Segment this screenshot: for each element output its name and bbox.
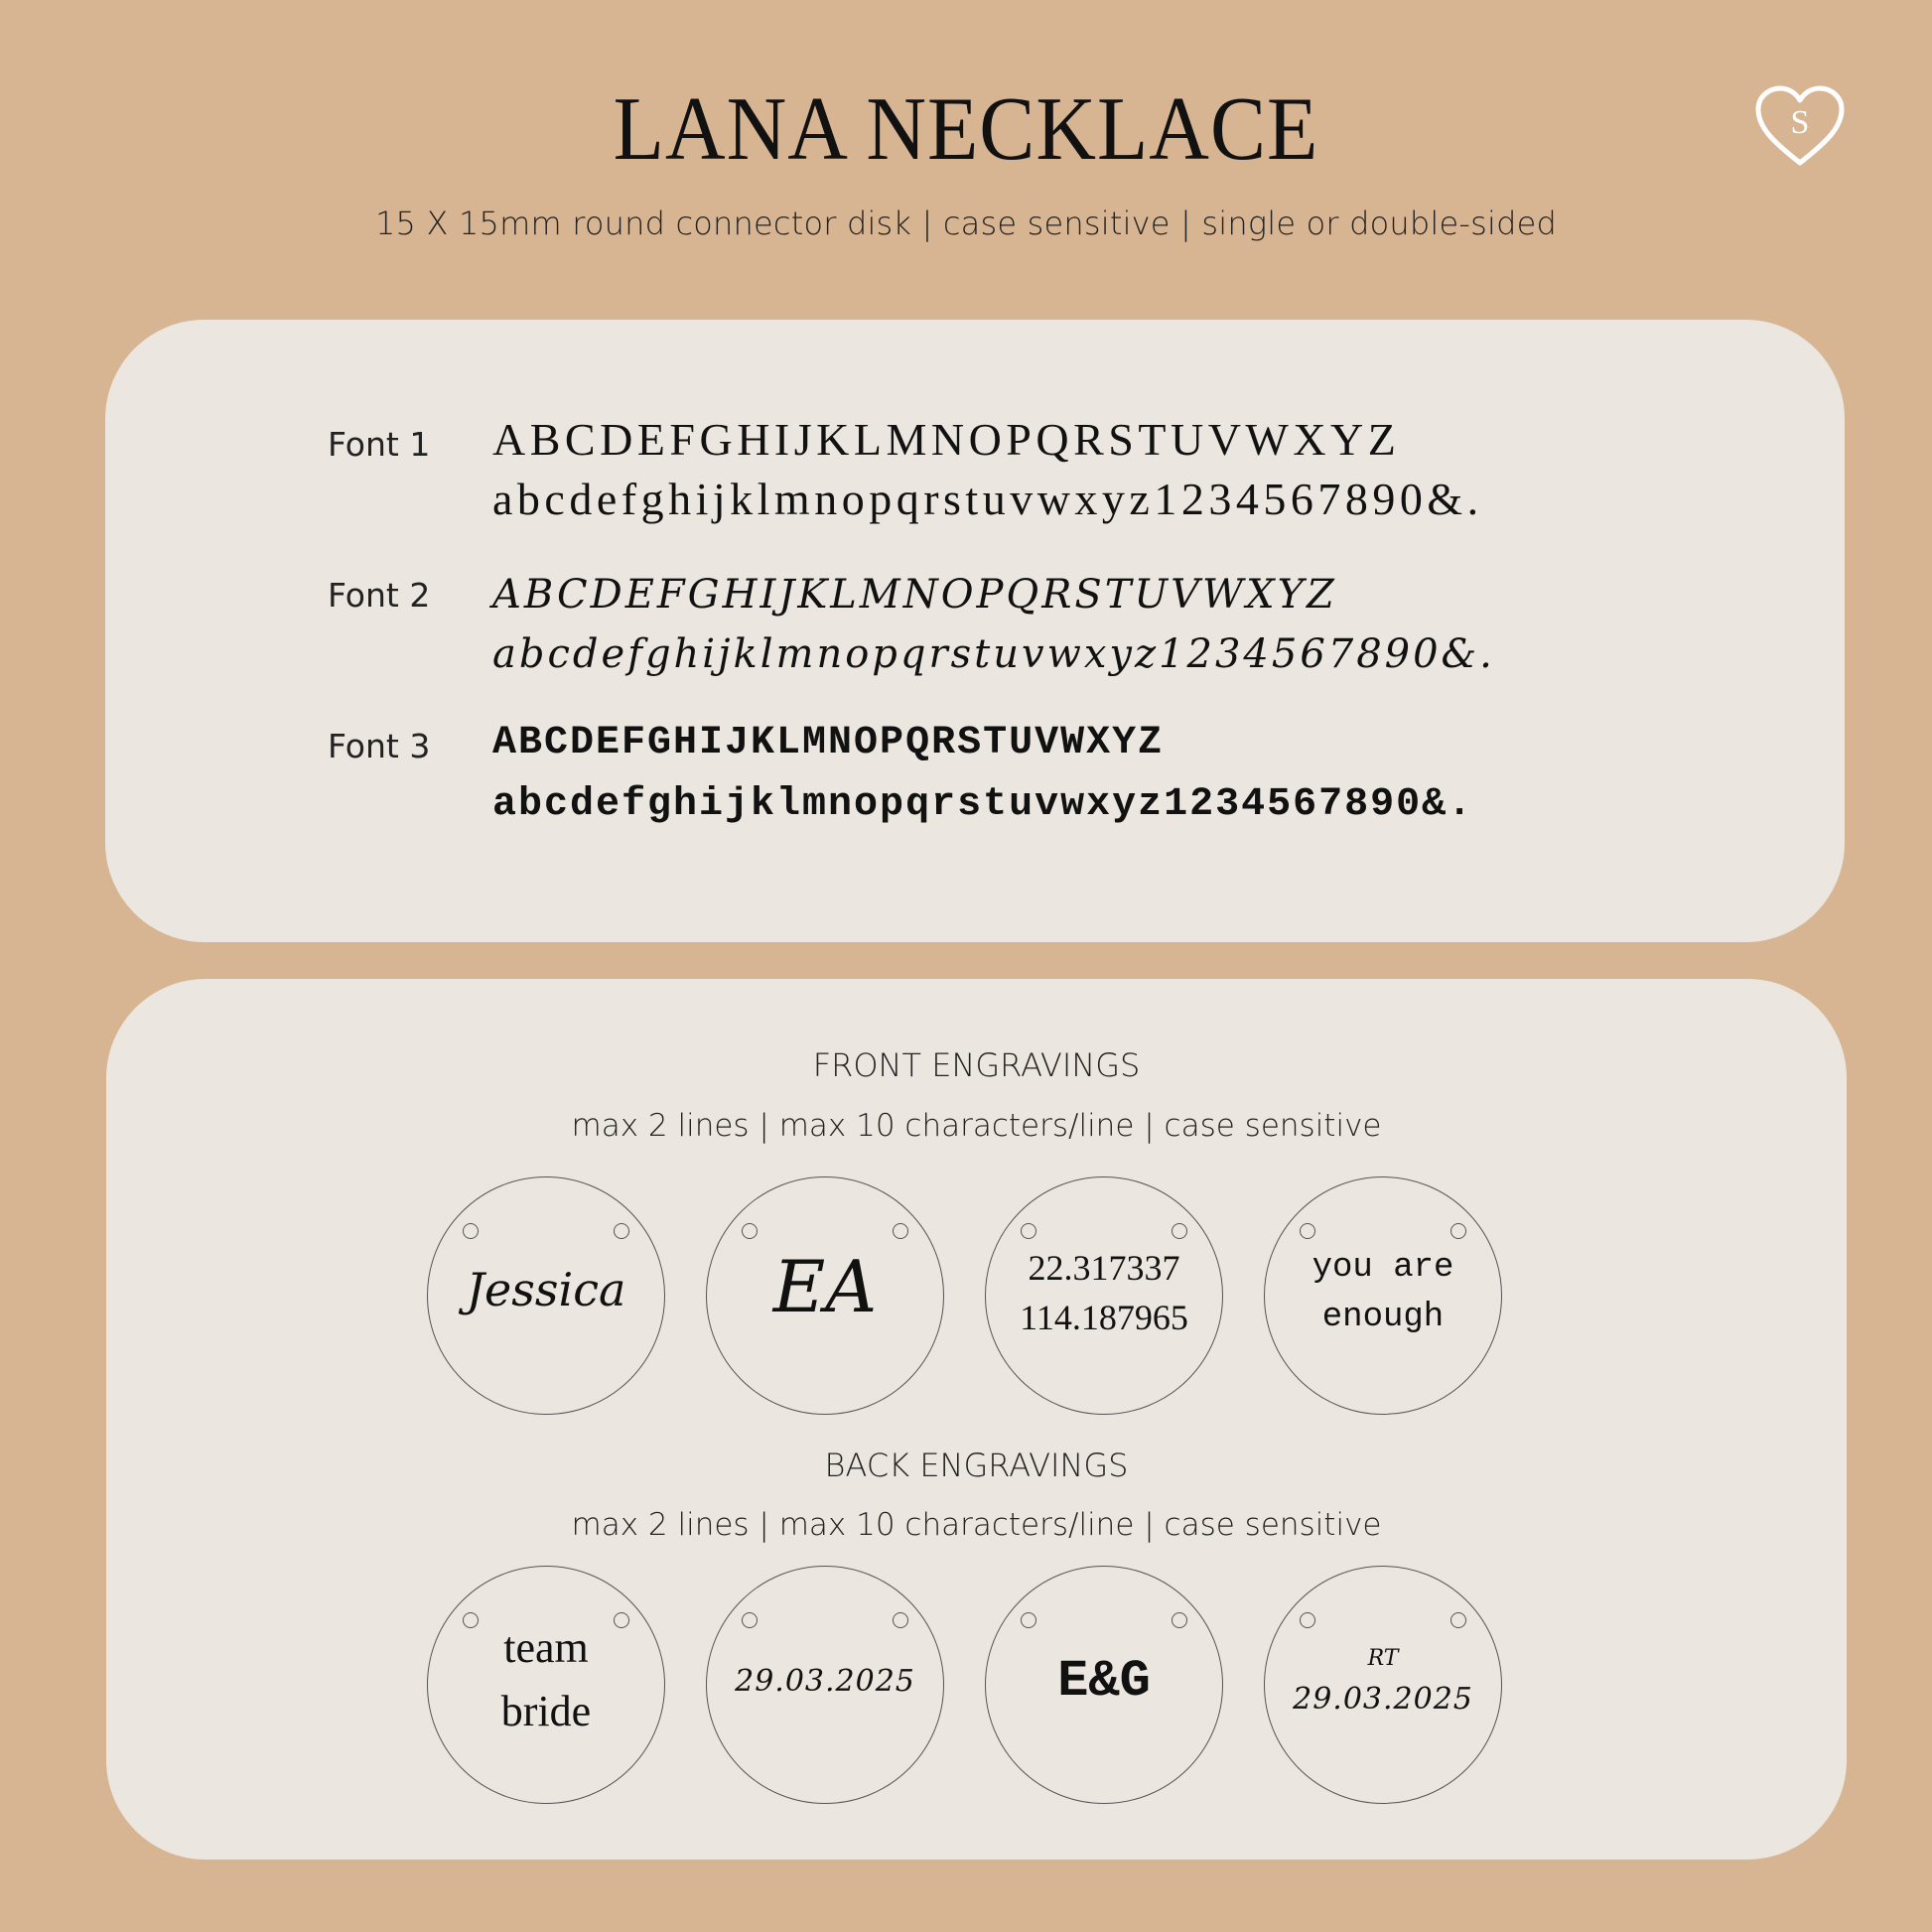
disk-hole [742, 1223, 758, 1239]
font-sample-upper: ABCDEFGHIJKLMNOPQRSTUVWXYZ [492, 721, 1165, 765]
engravings-panel [106, 979, 1847, 1860]
heart-icon [1752, 83, 1848, 169]
disk-hole [1450, 1223, 1466, 1239]
page-title: LANA NECKLACE [613, 79, 1319, 180]
engraving-text: you are [1311, 1249, 1454, 1287]
engraving-text: E&G [1057, 1652, 1151, 1711]
back-rules: max 2 lines | max 10 characters/line | case sensitive [571, 1507, 1382, 1543]
font-sample-upper: ABCDEFGHIJKLMNOPQRSTUVWXYZ [492, 414, 1401, 465]
disk-hole [1300, 1223, 1315, 1239]
engraving-disk [427, 1566, 665, 1804]
disk-hole [463, 1223, 479, 1239]
engraving-disk [1264, 1566, 1502, 1804]
engraving-text: 22.317337 [1028, 1248, 1180, 1288]
subtitle: 15 X 15mm round connector disk | case sensitive | single or double-sided [374, 205, 1557, 242]
back-title: BACK ENGRAVINGS [824, 1447, 1129, 1484]
disk-hole [614, 1223, 629, 1239]
engraving-text: RT [1367, 1646, 1399, 1671]
front-title: FRONT ENGRAVINGS [812, 1046, 1141, 1084]
disk-hole [1300, 1612, 1315, 1628]
font-label: Font 1 [328, 425, 431, 464]
font-sample-upper: ABCDEFGHIJKLMNOPQRSTUVWXYZ [492, 572, 1337, 618]
disk-hole [1172, 1612, 1187, 1628]
engraving-disk [706, 1566, 944, 1804]
engraving-text: enough [1321, 1299, 1445, 1336]
disk-hole [1021, 1223, 1036, 1239]
font-sample-lower: abcdefghijklmnopqrstuvwxyz1234567890&. [492, 631, 1495, 677]
font-sample-lower: abcdefghijklmnopqrstuvwxyz1234567890&. [492, 782, 1474, 827]
engraving-disk [1264, 1176, 1502, 1415]
font-samples-panel [105, 320, 1845, 942]
disk-hole [742, 1612, 758, 1628]
engraving-text: team [503, 1623, 589, 1672]
disk-hole [1450, 1612, 1466, 1628]
engraving-text: EA [772, 1245, 878, 1328]
engraving-disk [706, 1176, 944, 1415]
font-label: Font 3 [328, 727, 431, 765]
disk-hole [1172, 1223, 1187, 1239]
engraving-text: 29.03.2025 [1293, 1682, 1473, 1717]
disk-hole [1021, 1612, 1036, 1628]
font-label: Font 2 [328, 576, 431, 615]
engraving-text: 29.03.2025 [735, 1664, 915, 1699]
font-sample-lower: abcdefghijklmnopqrstuvwxyz1234567890&. [492, 474, 1483, 524]
front-rules: max 2 lines | max 10 characters/line | case sensitive [571, 1108, 1382, 1144]
disk-hole [893, 1612, 908, 1628]
engraving-text: 114.187965 [1020, 1298, 1188, 1337]
logo-letter: S [1790, 104, 1810, 141]
engraving-text: Jessica [466, 1263, 626, 1316]
engraving-text: bride [500, 1687, 592, 1735]
disk-hole [893, 1223, 908, 1239]
engraving-disk [985, 1566, 1223, 1804]
engraving-disk [985, 1176, 1223, 1415]
logo [1752, 83, 1848, 169]
engraving-disk [427, 1176, 665, 1415]
